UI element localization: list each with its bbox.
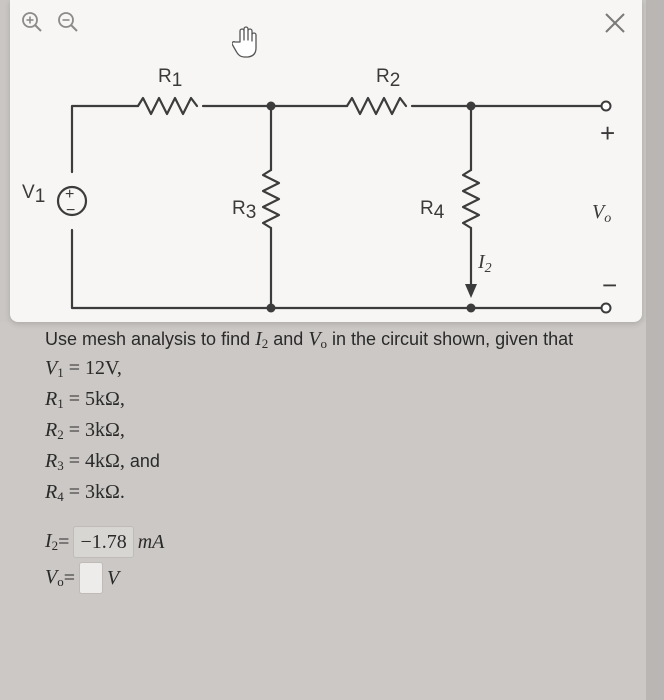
- given-var: V1: [45, 357, 64, 380]
- window-edge: [646, 0, 664, 700]
- given-value-row: [45, 479, 645, 510]
- source-minus-label: −: [66, 202, 76, 219]
- equals-sign: =: [63, 566, 75, 589]
- given-var: R3: [45, 450, 64, 473]
- node-dot: [467, 102, 476, 111]
- resistor-r4: [463, 170, 479, 228]
- vo-answer-input[interactable]: [79, 562, 103, 594]
- given-value: = 5kΩ,: [63, 388, 125, 410]
- vo-inline-var: Vo: [308, 328, 328, 351]
- intro-tail-text: in the circuit shown, given that: [327, 329, 574, 349]
- intro-and-text: and: [268, 329, 309, 349]
- i2-label: $I_2$: [478, 251, 492, 276]
- vo-label: $V_o$: [592, 201, 612, 226]
- node-dot: [267, 102, 276, 111]
- i2-answer-label: I2: [45, 530, 59, 553]
- wire-bottom: [72, 230, 602, 308]
- given-value: = 12V,: [63, 357, 122, 379]
- i2-unit-label: mA: [137, 530, 165, 553]
- answer-section: [45, 524, 164, 596]
- intro-text: Use mesh analysis to find: [45, 329, 256, 349]
- given-value: = 3kΩ,: [63, 419, 125, 441]
- given-value-row: [45, 386, 645, 417]
- given-value-row: [45, 417, 645, 448]
- image-viewer-panel: [10, 0, 642, 322]
- resistor-r1: [138, 98, 197, 114]
- vo-answer-row: [45, 560, 164, 596]
- given-var: R2: [45, 419, 64, 442]
- i2-answer-input[interactable]: −1.78: [73, 526, 133, 558]
- problem-intro: [45, 328, 645, 355]
- current-arrow: [465, 284, 477, 298]
- given-var: R1: [45, 388, 64, 411]
- given-values-list: [45, 355, 645, 510]
- equals-sign: =: [58, 530, 70, 553]
- vo-plus-label: +: [600, 118, 616, 148]
- v1-label: V1: [22, 182, 46, 207]
- i2-answer-row: [45, 524, 164, 560]
- given-value-row: [45, 448, 645, 479]
- vo-minus-label: −: [602, 270, 618, 300]
- r4-label: R4: [420, 198, 445, 223]
- terminal-top: [602, 102, 611, 111]
- vo-unit-label: V: [107, 566, 120, 589]
- node-dot: [467, 304, 476, 313]
- wire-left-top: [72, 106, 138, 172]
- source-plus-label: +: [65, 186, 75, 203]
- i2-inline-var: I2: [255, 328, 269, 351]
- vo-answer-label: Vo: [45, 566, 64, 589]
- problem-statement: [45, 328, 645, 510]
- given-var: R4: [45, 481, 64, 504]
- given-value-row: [45, 355, 645, 386]
- r3-label: R3: [232, 198, 257, 223]
- given-value: = 3kΩ.: [63, 481, 125, 503]
- resistor-r2: [347, 98, 406, 114]
- r1-label: R1: [158, 66, 183, 91]
- resistor-r3: [263, 170, 279, 228]
- given-tail: and: [124, 451, 160, 471]
- circuit-diagram: [10, 0, 642, 322]
- terminal-bottom: [602, 304, 611, 313]
- r2-label: R2: [376, 66, 401, 91]
- node-dot: [267, 304, 276, 313]
- given-value: = 4kΩ,: [63, 450, 125, 472]
